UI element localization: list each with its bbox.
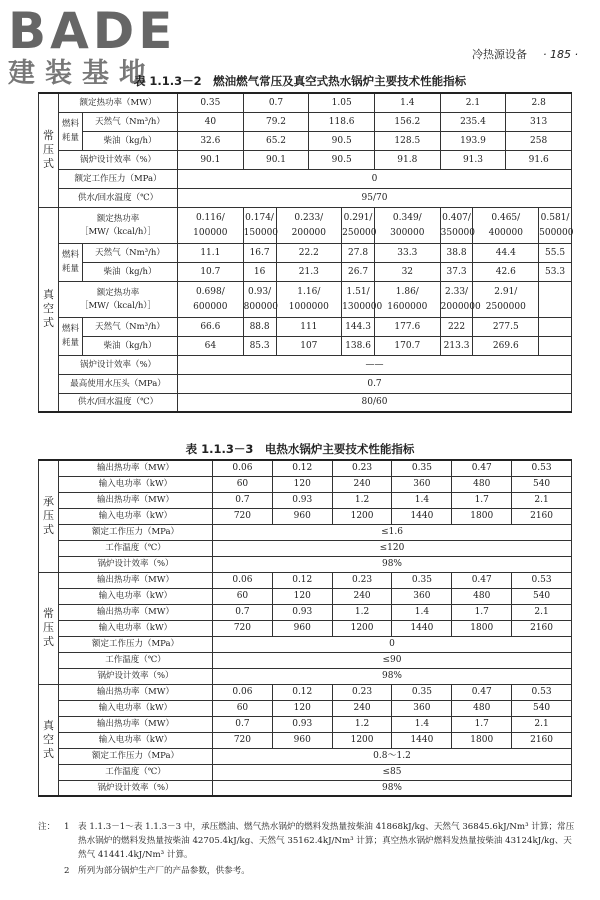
value-cell: 235.4 [440,112,506,131]
value-cell: 0.35 [392,460,452,476]
table-row [39,588,572,604]
value-cell: 1.4 [374,93,440,112]
table-row [39,780,572,796]
section-title: 冷热源设备 [472,48,528,61]
value-line: 100000 [193,227,228,238]
value-cell: ≤90 [213,652,572,668]
row-label: 输出热功率（MW） [59,716,213,732]
group-label: 燃料耗量 [59,243,83,281]
value-cell [243,281,279,317]
group-label: 燃料耗量 [59,112,83,150]
value-cell: 269.6 [473,336,539,355]
value-cell: 2.1 [512,716,572,732]
value-cell: 0.7 [213,492,273,508]
table-row [39,732,572,748]
table-row [39,700,572,716]
value-cell: ≤1.6 [213,524,572,540]
value-cell [342,281,383,317]
value-cell: 120 [272,588,332,604]
value-cell: 2160 [512,732,572,748]
value-line: 0.581/ [540,212,570,223]
value-cell: 91.8 [374,150,440,169]
value-cell: 38.8 [440,243,473,262]
section-label: 真 空 式 [39,684,59,796]
table-row [39,540,572,556]
value-cell: 1200 [332,620,392,636]
value-cell: 53.3 [539,262,572,281]
row-label: 天然气（Nm³/h） [83,243,178,262]
value-cell: 32 [374,262,440,281]
value-cell: 213.3 [440,336,473,355]
row-label [59,207,178,243]
value-cell: 1.2 [332,716,392,732]
value-cell: 60 [213,476,273,492]
value-line: 1.51/ [346,286,370,297]
notes-label: 注： [38,822,56,832]
value-line: 350000 [440,227,475,238]
value-cell: 277.5 [473,317,539,336]
value-cell: 138.6 [342,336,375,355]
table-row [39,207,572,243]
empty-cell [539,336,572,355]
value-line: 0.93/ [248,286,272,297]
row-label: 供水/回水温度（℃） [59,393,178,412]
value-cell: 170.7 [374,336,440,355]
row-label: 输入电功率（kW） [59,588,213,604]
value-cell: 2.1 [512,492,572,508]
value-cell: 720 [213,508,273,524]
value-cell: 1.7 [452,604,512,620]
row-label: 柴油（kg/h） [83,262,178,281]
value-cell: 80/60 [178,393,572,412]
value-line: 600000 [193,301,228,312]
value-cell: 0.7 [243,93,309,112]
value-line: 500000 [539,227,574,238]
value-cell: 156.2 [374,112,440,131]
value-cell: 960 [272,620,332,636]
value-cell: 360 [392,700,452,716]
table-row [39,281,572,317]
value-cell: 60 [213,588,273,604]
row-label: 柴油（kg/h） [83,131,178,150]
page-number: · 185 · [543,48,578,61]
table-row [39,460,572,476]
row-label: 输入电功率（kW） [59,700,213,716]
value-cell [374,207,440,243]
value-cell: 360 [392,588,452,604]
section-label: 真 空 式 [39,207,59,412]
value-cell: 11.1 [178,243,244,262]
value-cell: 720 [213,620,273,636]
value-cell: 40 [178,112,244,131]
value-line: 0.465/ [491,212,521,223]
value-cell: 98% [213,780,572,796]
value-cell [342,207,375,243]
value-cell: 0.12 [272,460,332,476]
table-row [39,764,572,780]
value-cell: 1440 [392,620,452,636]
value-cell: 65.2 [243,131,309,150]
row-label: 额定工作压力（MPa） [59,524,213,540]
row-label: 输出热功率（MW） [59,572,213,588]
value-cell: 540 [512,476,572,492]
value-cell [276,281,342,317]
value-cell: 222 [440,317,473,336]
row-label: 锅炉设计效率（%） [59,780,213,796]
table2-caption: 表 1.1.3－3 电热水锅炉主要技术性能指标 [185,442,415,456]
gas-oil-boiler-table [38,92,572,413]
row-label: 额定工作压力（MPa） [59,169,178,188]
row-label: 工作温度（℃） [59,764,213,780]
value-cell: 193.9 [440,131,506,150]
value-cell: 98% [213,556,572,572]
value-cell: 90.5 [309,131,375,150]
value-cell: 120 [272,700,332,716]
value-cell: 44.4 [473,243,539,262]
value-line: 1.16/ [297,286,321,297]
value-cell: 64 [178,336,244,355]
value-cell [178,207,244,243]
value-cell [243,207,279,243]
logo-wordmark: BADE [8,2,177,60]
value-cell: 1.7 [452,492,512,508]
table-row [39,150,572,169]
row-label: 锅炉设计效率（%） [59,556,213,572]
value-cell: ≤120 [213,540,572,556]
table-row [39,336,572,355]
electric-boiler-table [38,459,572,797]
value-cell: 1200 [332,732,392,748]
value-line: 0.116/ [195,212,225,223]
value-line: 2.91/ [494,286,518,297]
value-line: 0.407/ [442,212,471,223]
table-row [39,492,572,508]
value-cell: 480 [452,588,512,604]
table-row [39,508,572,524]
value-line: 150000 [243,227,279,238]
value-cell: 10.7 [178,262,244,281]
note-number: 2 [64,866,70,876]
value-line: 2.33/ [445,286,469,297]
row-label: 额定工作压力（MPa） [59,748,213,764]
row-label: 输出热功率（MW） [59,604,213,620]
row-label [59,281,178,317]
row-label-unit: ［MW/（kcal/h）］ [79,300,157,311]
value-cell: 37.3 [440,262,473,281]
table-row [39,620,572,636]
value-cell: 0.93 [272,492,332,508]
group-label: 燃料耗量 [59,317,83,355]
value-cell: 0.47 [452,460,512,476]
table-row [39,355,572,374]
row-label: 输出热功率（MW） [59,492,213,508]
value-cell: 0 [178,169,572,188]
table-row [39,374,572,393]
value-cell: 16 [243,262,276,281]
table-row [39,188,572,207]
value-cell: 90.1 [178,150,244,169]
table-row [39,131,572,150]
value-cell: 2160 [512,508,572,524]
value-cell [473,207,539,243]
value-cell: 42.6 [473,262,539,281]
value-cell: 0.47 [452,572,512,588]
row-label: 天然气（Nm³/h） [83,317,178,336]
table-row [39,262,572,281]
row-label: 输入电功率（kW） [59,732,213,748]
value-cell: 90.5 [309,150,375,169]
table1-caption: 表 1.1.3－2 燃油燃气常压及真空式热水锅炉主要技术性能指标 [133,74,467,88]
value-cell: 88.8 [243,317,276,336]
table-row [39,393,572,412]
value-cell: 0.12 [272,572,332,588]
value-cell: 55.5 [539,243,572,262]
table-row [39,112,572,131]
value-cell: 0.53 [512,572,572,588]
row-label: 输入电功率（kW） [59,508,213,524]
value-cell: 0.7 [213,716,273,732]
table-row [39,604,572,620]
value-cell: 91.3 [440,150,506,169]
value-cell: 21.3 [276,262,342,281]
value-cell [473,281,539,317]
note-text: 表 1.1.3－1～表 1.1.3－3 中，承压燃油、燃气热水锅炉的燃料发热量按柴油 41868kJ/kg、天然气 36845.6kJ/Nm³ 计算；常压热水锅炉的燃料发热量按柴油 42705.4kJ/kg、天然气 35162.4kJ/Nm³ 计算；真空热水锅炉燃料发热量按柴油 43124kJ/kg、天然气 41441.4kJ/Nm³ 计算。 [78,822,575,860]
section-label: 常 压 式 [39,572,59,684]
value-cell: 144.3 [342,317,375,336]
value-cell: 0.93 [272,716,332,732]
value-line: 1000000 [288,301,329,312]
value-cell: 2.8 [506,93,572,112]
note-number: 1 [64,822,70,832]
value-line: 1.86/ [395,286,419,297]
value-line: 1300000 [342,301,383,312]
value-cell: 960 [272,508,332,524]
row-label: 天然气（Nm³/h） [83,112,178,131]
value-cell: 1440 [392,732,452,748]
value-cell: 0.23 [332,684,392,700]
section-label: 常 压 式 [39,93,59,207]
logo-subtitle: 建装基地 [8,58,156,89]
value-cell: 1440 [392,508,452,524]
value-cell: 540 [512,588,572,604]
value-cell: 0.35 [392,684,452,700]
value-cell: 0.53 [512,460,572,476]
value-cell: 0.7 [213,604,273,620]
value-cell: 22.2 [276,243,342,262]
value-cell: 240 [332,700,392,716]
value-line: 0.349/ [392,212,422,223]
row-label: 锅炉设计效率（%） [59,150,178,169]
value-line: 0.233/ [294,212,324,223]
value-line: 0.698/ [195,286,225,297]
value-cell: 240 [332,588,392,604]
table-row [39,93,572,112]
running-header [472,46,578,62]
value-cell [374,281,440,317]
value-cell: 1.4 [392,716,452,732]
value-cell: 0.35 [178,93,244,112]
value-cell: 1800 [452,732,512,748]
value-cell: 2.1 [512,604,572,620]
value-line: 400000 [488,227,523,238]
value-cell: 1200 [332,508,392,524]
value-cell: 107 [276,336,342,355]
value-line: 2000000 [440,301,481,312]
table-row [39,636,572,652]
value-cell [178,281,244,317]
value-cell: 60 [213,700,273,716]
value-cell: 0.47 [452,684,512,700]
value-cell: 0 [213,636,572,652]
value-cell: 0.06 [213,684,273,700]
table-row [39,556,572,572]
value-cell: 0.35 [392,572,452,588]
value-cell: 1800 [452,620,512,636]
value-cell: —— [178,355,572,374]
value-cell: 540 [512,700,572,716]
value-cell: 1.7 [452,716,512,732]
value-cell: 0.53 [512,684,572,700]
value-cell: 177.6 [374,317,440,336]
value-line: 800000 [243,301,279,312]
table-row [39,748,572,764]
value-cell: 258 [506,131,572,150]
value-cell: 66.6 [178,317,244,336]
value-line: 1600000 [387,301,428,312]
row-label-line: 额定热功率 [96,213,140,224]
value-line: 250000 [342,227,377,238]
note-text: 所列为部分锅炉生产厂的产品参数，供参考。 [78,866,250,876]
empty-cell [539,317,572,336]
value-cell: 1.4 [392,604,452,620]
row-label: 锅炉设计效率（%） [59,668,213,684]
value-cell [539,207,572,243]
row-label: 输入电功率（kW） [59,620,213,636]
row-label: 供水/回水温度（℃） [59,188,178,207]
table-row [39,524,572,540]
value-line: 0.291/ [343,212,373,223]
value-cell: 960 [272,732,332,748]
value-line: 300000 [390,227,425,238]
row-label: 输出热功率（MW） [59,684,213,700]
value-cell: ≤85 [213,764,572,780]
value-cell: 90.1 [243,150,309,169]
value-cell: 480 [452,700,512,716]
value-cell: 0.8～1.2 [213,748,572,764]
value-cell [440,281,481,317]
value-cell: 0.12 [272,684,332,700]
table-row [39,243,572,262]
value-cell: 33.3 [374,243,440,262]
row-label: 额定热功率（MW） [59,93,178,112]
value-cell: 111 [276,317,342,336]
row-label: 锅炉设计效率（%） [59,355,178,374]
row-label-unit: ［MW/（kcal/h）］ [79,226,157,237]
table-notes [38,820,578,878]
value-cell: 2160 [512,620,572,636]
value-cell: 1.2 [332,492,392,508]
row-label: 输出热功率（MW） [59,460,213,476]
value-cell: 79.2 [243,112,309,131]
value-cell: 480 [452,476,512,492]
value-cell: 120 [272,476,332,492]
value-cell: 1.2 [332,604,392,620]
value-cell: 128.5 [374,131,440,150]
value-cell: 0.93 [272,604,332,620]
value-cell: 0.23 [332,572,392,588]
table-row [39,317,572,336]
value-cell: 0.06 [213,572,273,588]
value-cell: 118.6 [309,112,375,131]
table-row [39,572,572,588]
value-cell: 720 [213,732,273,748]
value-cell: 1800 [452,508,512,524]
value-line: 200000 [291,227,326,238]
value-cell [440,207,473,243]
value-cell: 1.4 [392,492,452,508]
value-cell: 240 [332,476,392,492]
value-cell: 1.05 [309,93,375,112]
value-cell: 313 [506,112,572,131]
value-cell: 32.6 [178,131,244,150]
row-label: 工作温度（℃） [59,652,213,668]
value-line: 2500000 [485,301,526,312]
value-cell: 26.7 [342,262,375,281]
row-label: 最高使用水压头（MPa） [59,374,178,393]
value-cell: 16.7 [243,243,276,262]
empty-cell [539,281,572,317]
value-cell: 0.23 [332,460,392,476]
value-cell: 27.8 [342,243,375,262]
table-row [39,652,572,668]
value-cell: 0.06 [213,460,273,476]
value-line: 0.174/ [245,212,274,223]
value-cell: 0.7 [178,374,572,393]
table-row [39,684,572,700]
table-row [39,169,572,188]
value-cell: 95/70 [178,188,572,207]
row-label: 柴油（kg/h） [83,336,178,355]
table-row [39,668,572,684]
value-cell: 98% [213,668,572,684]
value-cell: 85.3 [243,336,276,355]
table-row [39,476,572,492]
section-label: 承 压 式 [39,460,59,572]
row-label: 额定工作压力（MPa） [59,636,213,652]
value-cell: 2.1 [440,93,506,112]
row-label-line: 额定热功率 [96,287,140,298]
value-cell: 91.6 [506,150,572,169]
table-row [39,716,572,732]
value-cell: 360 [392,476,452,492]
row-label: 输入电功率（kW） [59,476,213,492]
row-label: 工作温度（℃） [59,540,213,556]
value-cell [276,207,342,243]
